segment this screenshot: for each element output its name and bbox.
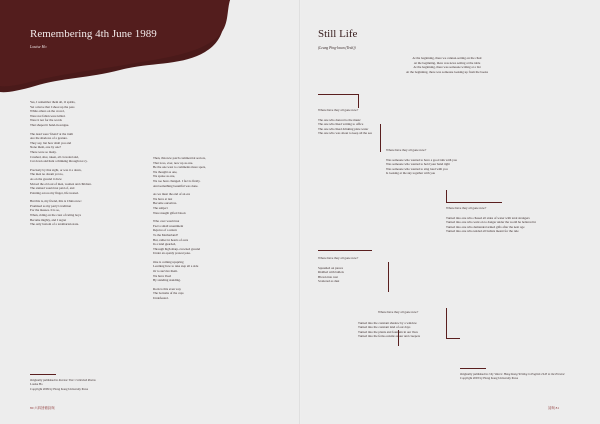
bracket-rule-3 [446,202,502,203]
poem-line: Squashed on pieces [318,265,343,270]
poem-line: Or to survive them. [153,269,178,274]
left-footnote [30,378,96,391]
still-life-intro [382,56,512,74]
poem-line: Cut down and hunt a thinking through not ry. [30,159,88,164]
stanza-1-lines [318,118,372,136]
stanza-4 [318,256,358,284]
poem-line: The only bottom of a totalitarian state. [30,222,79,227]
right-folio: 詩與 81 [548,406,560,410]
poem-line: Is looking at the sky together with you [386,171,436,176]
poem-line: Was someone who wanted to sing loud with you [386,166,448,171]
poem-line: Precisely by that sight, or was it a dawn, [30,167,82,172]
poem-line: Yet a move that I shoot up the pass [30,104,75,109]
poem-line: When, riding on the crest of ruling boys [30,213,81,218]
stanza [30,100,92,128]
poem-line: The one who was about to keep all the sea [318,131,372,136]
poem-line: That shaped it hand-in-tongue. [30,122,70,127]
poem-line: Moved the old out of men, women and children. [30,181,92,186]
poem-line: The one who liked writing to office [318,122,364,127]
poem-line: We spoke as one, [153,174,176,179]
poem-line: But, rather in hearts of ours [153,237,189,242]
bracket-rule-4 [318,250,372,251]
poem-column-1 [30,100,92,231]
stanza [30,168,92,196]
poem-line: At the beginning, there was news setting at the table [413,60,481,65]
left-page-author: Louise Ho [30,44,47,49]
poem-line: Turned into one who went on to danger under the world he believed in [446,220,536,225]
stanza [153,260,206,283]
poem-line: For the masses. It is so, [30,208,60,213]
stanza-2-lines [386,158,457,176]
poem-line: Was someone who wanted to hold your hand tight [386,162,450,167]
poem-line: Under an openly protest joke. [153,251,191,256]
right-footnote [460,372,564,381]
stanza [153,192,206,215]
poem-line: But this is, my friend, this is China now: [30,199,82,204]
bracket-rule-7 [446,338,460,339]
stanza-5-lines [358,321,420,339]
poem-line: Became mighty, and I regret [30,217,67,222]
poem-line: As we must the end of an era [153,192,191,197]
stanza [153,219,206,256]
stanza-1 [318,108,372,136]
poem-line: Were naught gifted blood. [153,210,187,215]
left-footnote-line-3: Copyright 2009 by Hong Kong University Press [30,386,88,391]
poem-line: The dead were 'friend' at the truth [30,131,73,136]
right-footnote-line-2: Copyright 2003 by Hong Kong University Press [460,376,518,381]
poem-line: At the beginning, there was someone writing at a list [413,65,481,70]
left-page-title: Remembering 4th June 1989 [30,28,157,40]
stanza-3-lines [446,216,536,234]
poem-line: Turned into one who chased all sides of water with total strangers [446,215,530,220]
right-footnote-title: City Voices: Hong Kong Writing in English 1945 to the Present [488,372,565,376]
footnote-rule [30,374,56,375]
bracket-rule-3-vertical [446,190,447,202]
poem-line: Blown into rust [318,274,338,279]
bracket-rule-7-vertical [446,308,447,338]
poem-line: They say, but how shall you and [30,140,72,145]
poem-line: Were not fallen were killed. [30,113,66,118]
bracket-rule-1 [318,94,358,95]
poem-line: Turned into one who demanded armed gifts after the next age [446,224,525,229]
poem-line: Crushed, shot, taken, all crowded and, [30,154,79,159]
stanza [153,287,206,301]
poem-line: Riddled with bullets [318,270,344,275]
poem-line: The men no dream yet no, [30,172,64,177]
stanza-5 [358,310,420,339]
question-5: Where have they all gone now? [378,310,419,314]
poem-line: Then, this new patch commercial sectors, [153,156,206,160]
poem-line: Feel a small resentment [153,223,184,228]
poem-line: Turned into the plants and fountain in our lives [358,329,418,334]
bracket-rule-1-vertical [358,94,359,108]
right-footnote-rule [460,368,486,369]
poem-line: The subject [153,205,168,210]
poem-line: We too have changed. I fact is firstly. [153,178,201,183]
poem-line: Turned into one who tended all bullets meant for the rule [446,229,519,234]
question-3: Where have they all gone now? [446,206,487,210]
left-footnote-prefix: Originally published in [30,378,59,382]
poem-line: And something beautiful was done. [153,183,199,188]
poem-line: Be the one west to comments more spots, [153,165,206,170]
question-2: Where have they all gone now? [386,148,427,152]
poem-line: By standing standing. [153,278,181,283]
poem-line: In a land guarded, [153,242,177,247]
poem-column-2 [153,156,206,305]
stanza [30,132,92,164]
poem-line: We have at last [153,196,173,201]
poem-line: That is us, ever, now up as one. [153,160,194,165]
bracket-rule-5-vertical [388,262,389,292]
poem-line: The bottoms of the caps [153,291,184,296]
right-page-title: Still Life [318,28,358,40]
poem-line: One is coming upspring [153,259,184,264]
right-page-author: (Leung Ping-kwan (Yesb)) [318,46,356,50]
stanza [153,156,206,188]
poem-line: Who over would not [153,219,180,224]
left-footnote-title: Incense Tree: Collected Poems [58,378,96,382]
poem-line: At the beginning, there was someone looking up from the books [406,69,488,74]
stanza-4-lines [318,266,358,284]
poem-line: The one who danced to the music [318,117,361,122]
poem-line: Rejoice of a return [153,228,177,233]
poem-line: While others on the crowd, [30,109,65,114]
poem-line: Turned into the constant land of our days [358,325,411,330]
header-blob-shape [0,0,300,100]
bracket-rule-2-vertical [380,124,381,152]
poem-line: Are the shadows of a gesture. [30,136,68,141]
stanza-2 [386,148,457,176]
stanza [30,199,92,227]
poem-line: Promised as my party's tradition [30,203,72,208]
poem-line: None them, one by one? [30,145,62,150]
poem-line: The one who liked drinking plate water [318,126,369,131]
stanza-3 [446,206,536,234]
left-footnote-line-2: Louise Ho [30,382,43,387]
question-4: Where have they all gone now? [318,256,359,260]
poem-line: Rock is this even way [153,286,181,291]
poem-line: Yes, I remember them all, O spirits, [30,100,76,104]
left-folio: 80 六四回憶詩與 [30,406,55,410]
poem-line: Were it not for the words [30,118,62,123]
poem-line: Turned into the ferns outside as our and creepers [358,334,421,339]
poem-line: At the beginning, there we cannon-setting on the chair [412,56,482,60]
poem-line: Learning how to take step all a side [153,264,199,269]
poem-line: To the Motherland? [153,232,179,237]
poem-line: Undefeated. [153,296,169,301]
poem-line: We have lived [153,273,172,278]
right-footnote-prefix: Originally published in [460,372,489,376]
question-1: Where have they all gone now? [318,108,359,112]
poem-line: As on the ground it drew [30,176,62,181]
poem-line: Become ourselves. [153,201,178,206]
poem-line: There were so many. [30,149,57,154]
poem-line: Pointing across my finger, life treated. [30,190,79,195]
poem-line: We thought as one, [153,169,178,174]
poem-line: Turned into the constant shadow by a window [358,320,417,325]
poem-line: Through high sharp-crowned ground [153,246,201,251]
poem-line: Scattered as dust [318,279,340,284]
poem-line: Was someone who wanted to have a good talk with you [386,157,457,162]
poem-line: The stained would not paid of, and [30,186,75,191]
